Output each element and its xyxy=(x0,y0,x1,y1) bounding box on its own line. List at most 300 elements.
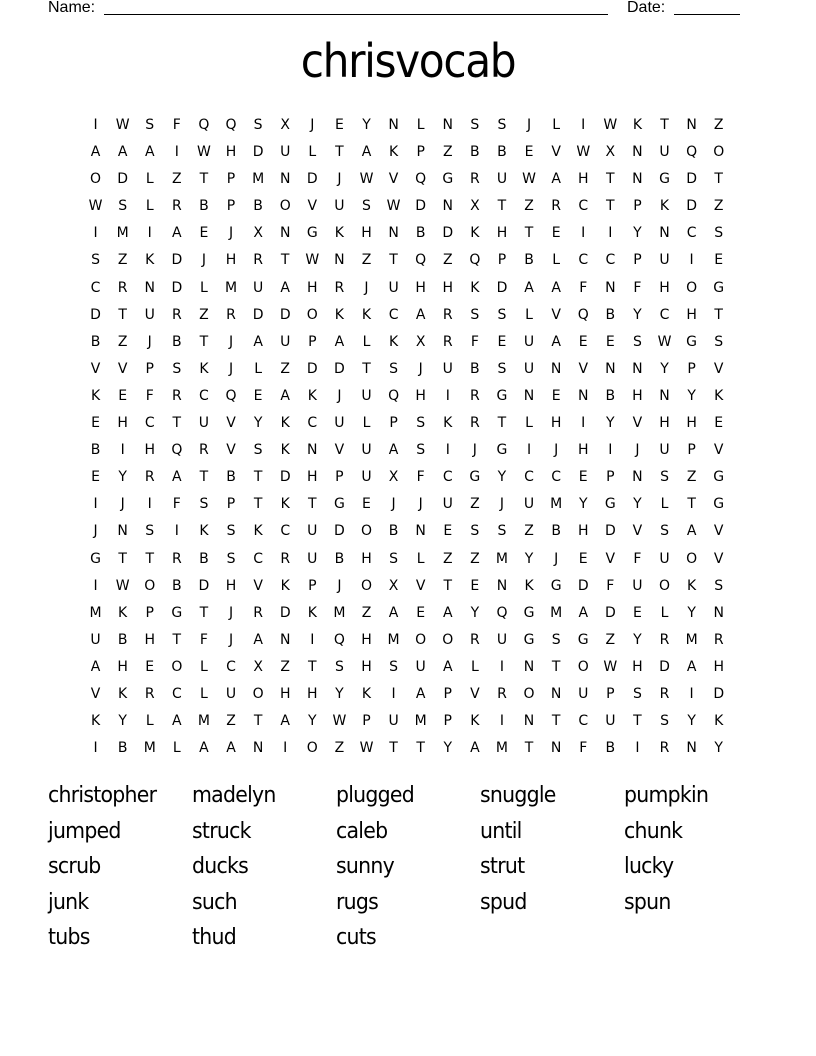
grid-cell[interactable]: N xyxy=(632,469,643,486)
grid-cell[interactable]: H xyxy=(144,442,155,459)
grid-cell[interactable]: R xyxy=(497,685,507,702)
grid-cell[interactable]: V xyxy=(307,198,318,215)
grid-cell[interactable]: N xyxy=(632,171,643,188)
grid-cell[interactable]: O xyxy=(306,306,318,323)
grid-cell[interactable]: R xyxy=(253,252,263,269)
grid-cell[interactable]: H xyxy=(577,171,589,188)
grid-cell[interactable]: R xyxy=(469,171,480,188)
grid-cell[interactable]: O xyxy=(713,144,725,161)
grid-cell[interactable]: N xyxy=(659,225,670,242)
grid-cell[interactable]: K xyxy=(388,333,399,350)
grid-cell[interactable]: T xyxy=(524,225,534,242)
grid-cell[interactable]: I xyxy=(635,740,640,757)
letter-grid[interactable] xyxy=(82,112,732,762)
grid-cell[interactable]: M xyxy=(224,279,238,296)
grid-cell[interactable]: S xyxy=(389,658,399,675)
grid-cell[interactable]: G xyxy=(523,631,535,648)
grid-cell[interactable]: Q xyxy=(225,117,237,133)
grid-cell[interactable]: S xyxy=(91,252,100,269)
grid-cell[interactable]: A xyxy=(144,144,155,161)
grid-cell[interactable]: Z xyxy=(117,252,128,269)
grid-cell[interactable]: K xyxy=(361,685,372,702)
grid-cell[interactable]: V xyxy=(713,550,724,567)
grid-cell[interactable]: I xyxy=(93,117,98,133)
grid-cell[interactable]: N xyxy=(523,658,535,675)
grid-cell[interactable]: P xyxy=(687,360,696,377)
grid-cell[interactable]: B xyxy=(117,631,128,648)
grid-cell[interactable]: F xyxy=(470,333,479,350)
grid-cell[interactable]: A xyxy=(199,740,209,757)
grid-cell[interactable]: U xyxy=(361,387,372,404)
grid-cell[interactable]: D xyxy=(117,171,129,188)
grid-cell[interactable]: N xyxy=(550,740,562,757)
grid-cell[interactable]: I xyxy=(445,442,450,459)
grid-cell[interactable]: F xyxy=(633,550,642,567)
grid-cell[interactable]: W xyxy=(522,171,536,188)
grid-cell[interactable]: W xyxy=(576,144,591,161)
grid-cell[interactable]: E xyxy=(470,577,480,594)
grid-cell[interactable]: F xyxy=(606,577,615,594)
grid-cell[interactable]: P xyxy=(633,252,642,269)
grid-cell[interactable]: I xyxy=(581,415,586,432)
grid-cell[interactable]: U xyxy=(252,279,264,296)
grid-cell[interactable]: Q xyxy=(496,604,508,621)
grid-cell[interactable]: S xyxy=(118,198,128,215)
grid-cell[interactable]: H xyxy=(307,469,318,486)
grid-cell[interactable]: Q xyxy=(198,117,210,133)
grid-cell[interactable]: K xyxy=(199,360,209,377)
grid-cell[interactable]: S xyxy=(416,442,426,459)
grid-cell[interactable]: H xyxy=(550,415,562,432)
grid-cell[interactable]: V xyxy=(90,360,101,377)
grid-cell[interactable]: S xyxy=(253,117,263,133)
grid-cell[interactable]: H xyxy=(361,550,372,567)
grid-cell[interactable]: V xyxy=(90,685,101,702)
grid-cell[interactable]: Q xyxy=(225,387,237,404)
grid-cell[interactable]: V xyxy=(226,442,236,459)
grid-cell[interactable]: R xyxy=(442,306,453,323)
grid-cell[interactable]: N xyxy=(523,387,535,404)
grid-cell[interactable]: D xyxy=(279,469,291,486)
grid-cell[interactable]: A xyxy=(280,279,290,296)
grid-cell[interactable]: U xyxy=(144,306,155,323)
grid-cell[interactable]: P xyxy=(443,685,452,702)
grid-cell[interactable]: V xyxy=(334,442,345,459)
grid-cell[interactable]: T xyxy=(253,496,263,513)
grid-cell[interactable]: R xyxy=(659,631,670,648)
grid-cell[interactable]: I xyxy=(283,740,288,757)
grid-cell[interactable]: E xyxy=(118,387,128,404)
grid-cell[interactable]: V xyxy=(551,306,561,323)
grid-cell[interactable]: L xyxy=(200,658,208,675)
grid-cell[interactable]: N xyxy=(279,225,291,242)
grid-cell[interactable]: O xyxy=(171,658,183,675)
grid-cell[interactable]: Y xyxy=(633,631,642,648)
grid-cell[interactable]: M xyxy=(197,713,210,730)
grid-cell[interactable]: J xyxy=(228,604,234,621)
grid-cell[interactable]: M xyxy=(685,631,698,648)
grid-cell[interactable]: E xyxy=(334,117,344,133)
grid-cell[interactable]: G xyxy=(550,577,562,594)
grid-cell[interactable]: A xyxy=(388,442,399,459)
grid-cell[interactable]: G xyxy=(686,333,698,350)
grid-cell[interactable]: X xyxy=(415,333,426,350)
grid-cell[interactable]: Y xyxy=(443,740,453,757)
grid-cell[interactable]: N xyxy=(117,523,128,540)
grid-cell[interactable]: V xyxy=(713,442,724,459)
grid-cell[interactable]: E xyxy=(91,415,100,432)
grid-cell[interactable]: R xyxy=(226,306,236,323)
grid-cell[interactable]: D xyxy=(171,279,183,296)
grid-cell[interactable]: P xyxy=(145,604,154,621)
grid-cell[interactable]: Z xyxy=(361,604,372,621)
grid-cell[interactable]: H xyxy=(361,658,372,675)
grid-cell[interactable]: E xyxy=(605,333,615,350)
grid-cell[interactable]: D xyxy=(659,658,670,675)
grid-cell[interactable]: H xyxy=(659,415,670,432)
grid-cell[interactable]: O xyxy=(360,523,372,540)
grid-cell[interactable]: Y xyxy=(578,496,588,513)
grid-cell[interactable]: E xyxy=(253,387,263,404)
grid-cell[interactable]: N xyxy=(659,387,670,404)
grid-cell[interactable]: B xyxy=(605,387,616,404)
grid-cell[interactable]: N xyxy=(442,117,453,133)
grid-cell[interactable]: N xyxy=(307,442,318,459)
grid-cell[interactable]: S xyxy=(145,523,155,540)
grid-cell[interactable]: K xyxy=(687,577,697,594)
grid-cell[interactable]: B xyxy=(415,225,426,242)
grid-cell[interactable]: B xyxy=(497,144,507,161)
grid-cell[interactable]: V xyxy=(415,577,426,594)
grid-cell[interactable]: B xyxy=(172,333,182,350)
grid-cell[interactable]: W xyxy=(332,713,347,730)
grid-cell[interactable]: W xyxy=(603,117,618,133)
grid-cell[interactable]: U xyxy=(523,360,535,377)
grid-cell[interactable]: J xyxy=(337,387,342,404)
grid-cell[interactable]: E xyxy=(443,523,453,540)
grid-cell[interactable]: J xyxy=(635,442,640,459)
grid-cell[interactable]: J xyxy=(93,523,98,540)
grid-cell[interactable]: Y xyxy=(118,713,127,730)
grid-cell[interactable]: A xyxy=(551,171,561,188)
grid-cell[interactable]: X xyxy=(388,469,399,486)
grid-cell[interactable]: L xyxy=(660,604,669,621)
grid-cell[interactable]: U xyxy=(361,442,372,459)
grid-cell[interactable]: O xyxy=(442,631,454,648)
grid-cell[interactable]: K xyxy=(118,604,128,621)
grid-cell[interactable]: N xyxy=(686,117,697,133)
grid-cell[interactable]: H xyxy=(307,279,318,296)
grid-cell[interactable]: Q xyxy=(388,387,400,404)
grid-cell[interactable]: S xyxy=(334,658,344,675)
grid-cell[interactable]: U xyxy=(90,631,101,648)
grid-cell[interactable]: R xyxy=(659,740,670,757)
date-field[interactable] xyxy=(674,14,740,15)
grid-cell[interactable]: A xyxy=(442,658,453,675)
grid-cell[interactable]: J xyxy=(310,117,315,133)
grid-cell[interactable]: I xyxy=(93,496,98,513)
grid-cell[interactable]: M xyxy=(495,740,508,757)
grid-cell[interactable]: T xyxy=(389,252,398,269)
grid-cell[interactable]: A xyxy=(90,658,101,675)
grid-cell[interactable]: H xyxy=(279,685,291,702)
grid-cell[interactable]: D xyxy=(415,198,427,215)
grid-cell[interactable]: C xyxy=(226,658,236,675)
grid-cell[interactable]: F xyxy=(579,279,588,296)
grid-cell[interactable]: S xyxy=(362,198,371,215)
grid-cell[interactable]: K xyxy=(659,198,670,215)
grid-cell[interactable]: N xyxy=(388,117,399,133)
grid-cell[interactable]: G xyxy=(659,171,670,188)
grid-cell[interactable]: E xyxy=(524,144,534,161)
grid-cell[interactable]: H xyxy=(117,415,128,432)
grid-cell[interactable]: N xyxy=(550,360,562,377)
grid-cell[interactable]: B xyxy=(470,360,480,377)
grid-cell[interactable]: E xyxy=(551,387,561,404)
grid-cell[interactable]: Y xyxy=(633,225,642,242)
grid-cell[interactable]: U xyxy=(198,415,210,432)
grid-cell[interactable]: Y xyxy=(362,117,371,133)
grid-cell[interactable]: U xyxy=(334,198,345,215)
grid-cell[interactable]: O xyxy=(360,577,372,594)
grid-cell[interactable]: S xyxy=(714,577,724,594)
grid-cell[interactable]: U xyxy=(225,685,237,702)
grid-cell[interactable]: L xyxy=(660,496,669,513)
grid-cell[interactable]: J xyxy=(418,496,423,513)
grid-cell[interactable]: F xyxy=(199,631,208,648)
grid-cell[interactable]: I xyxy=(581,225,586,242)
grid-cell[interactable]: H xyxy=(225,577,237,594)
grid-cell[interactable]: D xyxy=(686,198,697,215)
grid-cell[interactable]: S xyxy=(632,333,642,350)
grid-cell[interactable]: J xyxy=(418,360,423,377)
grid-cell[interactable]: U xyxy=(307,550,318,567)
grid-cell[interactable]: G xyxy=(442,171,454,188)
grid-cell[interactable]: Z xyxy=(226,713,236,730)
grid-cell[interactable]: K xyxy=(443,415,453,432)
grid-cell[interactable]: A xyxy=(578,604,589,621)
grid-cell[interactable]: I xyxy=(526,442,532,459)
grid-cell[interactable]: K xyxy=(280,415,290,432)
grid-cell[interactable]: S xyxy=(660,713,669,730)
grid-cell[interactable]: C xyxy=(578,198,589,215)
grid-cell[interactable]: N xyxy=(442,198,453,215)
grid-cell[interactable]: H xyxy=(361,225,372,242)
grid-cell[interactable]: L xyxy=(362,333,371,350)
grid-cell[interactable]: T xyxy=(199,171,209,188)
grid-cell[interactable]: F xyxy=(633,279,642,296)
grid-cell[interactable]: E xyxy=(578,469,588,486)
grid-cell[interactable]: L xyxy=(145,198,154,215)
grid-cell[interactable]: S xyxy=(632,685,642,702)
grid-cell[interactable]: C xyxy=(90,279,101,296)
grid-cell[interactable]: T xyxy=(633,713,642,730)
grid-cell[interactable]: J xyxy=(228,360,234,377)
grid-cell[interactable]: Z xyxy=(524,198,534,215)
grid-cell[interactable]: X xyxy=(605,144,616,161)
grid-cell[interactable]: P xyxy=(308,577,317,594)
grid-cell[interactable]: O xyxy=(306,740,318,757)
grid-cell[interactable]: Y xyxy=(253,415,263,432)
grid-cell[interactable]: I xyxy=(499,658,505,675)
grid-cell[interactable]: K xyxy=(334,306,344,323)
grid-cell[interactable]: A xyxy=(117,144,128,161)
grid-cell[interactable]: C xyxy=(578,713,589,730)
grid-cell[interactable]: Y xyxy=(714,740,723,757)
grid-cell[interactable]: O xyxy=(279,198,291,215)
grid-cell[interactable]: Z xyxy=(470,496,480,513)
grid-cell[interactable]: T xyxy=(660,117,669,133)
grid-cell[interactable]: Q xyxy=(415,171,427,188)
grid-cell[interactable]: D xyxy=(279,306,291,323)
grid-cell[interactable]: J xyxy=(120,496,125,513)
grid-cell[interactable]: N xyxy=(686,740,697,757)
grid-cell[interactable]: M xyxy=(89,604,102,621)
grid-cell[interactable]: O xyxy=(415,631,427,648)
grid-cell[interactable]: J xyxy=(554,550,559,567)
grid-cell[interactable]: T xyxy=(172,415,182,432)
grid-cell[interactable]: V xyxy=(470,685,480,702)
grid-cell[interactable]: H xyxy=(686,415,697,432)
grid-cell[interactable]: K xyxy=(714,387,724,404)
grid-cell[interactable]: R xyxy=(334,279,345,296)
grid-cell[interactable]: T xyxy=(714,306,723,323)
grid-cell[interactable]: N xyxy=(279,171,291,188)
grid-cell[interactable]: G xyxy=(171,604,183,621)
grid-cell[interactable]: C xyxy=(253,550,263,567)
grid-cell[interactable]: G xyxy=(713,279,725,296)
grid-cell[interactable]: P xyxy=(606,469,615,486)
grid-cell[interactable]: Y xyxy=(687,713,696,730)
grid-cell[interactable]: Y xyxy=(633,496,642,513)
grid-cell[interactable]: B xyxy=(605,306,616,323)
grid-cell[interactable]: G xyxy=(577,631,589,648)
grid-cell[interactable]: R xyxy=(171,198,182,215)
grid-cell[interactable]: U xyxy=(442,496,453,513)
grid-cell[interactable]: P xyxy=(443,713,452,730)
grid-cell[interactable]: U xyxy=(523,496,535,513)
grid-cell[interactable]: K xyxy=(280,577,290,594)
grid-cell[interactable]: S xyxy=(389,550,399,567)
grid-cell[interactable]: Z xyxy=(280,360,290,377)
grid-cell[interactable]: D xyxy=(252,306,264,323)
grid-cell[interactable]: B xyxy=(226,469,236,486)
grid-cell[interactable]: K xyxy=(90,713,101,730)
grid-cell[interactable]: O xyxy=(90,171,102,188)
grid-cell[interactable]: H xyxy=(686,306,697,323)
grid-cell[interactable]: S xyxy=(389,360,399,377)
grid-cell[interactable]: Z xyxy=(686,469,697,486)
grid-cell[interactable]: A xyxy=(686,523,697,540)
grid-cell[interactable]: Y xyxy=(308,713,317,730)
grid-cell[interactable]: T xyxy=(416,740,425,757)
grid-cell[interactable]: U xyxy=(659,550,670,567)
grid-cell[interactable]: P xyxy=(687,442,696,459)
grid-cell[interactable]: R xyxy=(551,198,561,215)
grid-cell[interactable]: L xyxy=(308,144,317,161)
grid-cell[interactable]: H xyxy=(415,387,426,404)
grid-cell[interactable]: A xyxy=(361,144,372,161)
grid-cell[interactable]: W xyxy=(115,117,130,133)
grid-cell[interactable]: P xyxy=(226,496,236,513)
grid-cell[interactable]: U xyxy=(361,469,372,486)
grid-cell[interactable]: Q xyxy=(415,252,427,269)
grid-cell[interactable]: R xyxy=(144,469,155,486)
grid-cell[interactable]: T xyxy=(524,740,534,757)
grid-cell[interactable]: E xyxy=(714,252,724,269)
grid-cell[interactable]: P xyxy=(335,469,344,486)
grid-cell[interactable]: A xyxy=(551,279,561,296)
grid-cell[interactable]: C xyxy=(442,469,453,486)
grid-cell[interactable]: E xyxy=(145,658,155,675)
grid-cell[interactable]: I xyxy=(608,225,613,242)
grid-cell[interactable]: C xyxy=(307,415,318,432)
grid-cell[interactable]: K xyxy=(632,117,643,133)
grid-cell[interactable]: P xyxy=(226,171,236,188)
grid-cell[interactable]: E xyxy=(551,225,561,242)
grid-cell[interactable]: N xyxy=(713,604,724,621)
grid-cell[interactable]: G xyxy=(469,469,481,486)
grid-cell[interactable]: R xyxy=(199,442,209,459)
grid-cell[interactable]: T xyxy=(145,550,155,567)
grid-cell[interactable]: B xyxy=(388,523,399,540)
grid-cell[interactable]: R xyxy=(442,333,453,350)
grid-cell[interactable]: G xyxy=(523,604,535,621)
grid-cell[interactable]: S xyxy=(497,117,507,133)
grid-cell[interactable]: A xyxy=(280,387,290,404)
grid-cell[interactable]: O xyxy=(659,577,671,594)
grid-cell[interactable]: V xyxy=(632,415,643,432)
grid-cell[interactable]: K xyxy=(280,442,290,459)
grid-cell[interactable]: J xyxy=(554,442,559,459)
grid-cell[interactable]: R xyxy=(253,604,263,621)
grid-cell[interactable]: T xyxy=(280,252,290,269)
grid-cell[interactable]: V xyxy=(713,523,724,540)
grid-cell[interactable]: V xyxy=(605,550,616,567)
grid-cell[interactable]: H xyxy=(577,442,589,459)
grid-cell[interactable]: J xyxy=(201,252,206,269)
grid-cell[interactable]: J xyxy=(499,496,505,513)
grid-cell[interactable]: G xyxy=(713,469,725,486)
grid-cell[interactable]: J xyxy=(472,442,477,459)
grid-cell[interactable]: D xyxy=(442,225,454,242)
grid-cell[interactable]: E xyxy=(578,333,588,350)
grid-cell[interactable]: Z xyxy=(713,198,724,215)
grid-cell[interactable]: K xyxy=(334,225,344,242)
grid-cell[interactable]: C xyxy=(388,306,399,323)
grid-cell[interactable]: B xyxy=(253,198,263,215)
grid-cell[interactable]: Y xyxy=(470,604,480,621)
grid-cell[interactable]: M xyxy=(333,604,346,621)
grid-cell[interactable]: G xyxy=(604,496,616,513)
grid-cell[interactable]: K xyxy=(145,252,155,269)
grid-cell[interactable]: D xyxy=(334,523,345,540)
grid-cell[interactable]: S xyxy=(416,415,426,432)
grid-cell[interactable]: D xyxy=(713,685,725,702)
grid-cell[interactable]: Z xyxy=(334,740,345,757)
grid-cell[interactable]: U xyxy=(415,658,426,675)
grid-cell[interactable]: S xyxy=(470,117,480,133)
grid-cell[interactable]: I xyxy=(93,225,98,242)
grid-cell[interactable]: V xyxy=(388,171,399,188)
grid-cell[interactable]: L xyxy=(525,306,533,323)
grid-cell[interactable]: X xyxy=(253,225,263,242)
grid-cell[interactable]: T xyxy=(551,713,561,730)
grid-cell[interactable]: A xyxy=(90,144,101,161)
grid-cell[interactable]: M xyxy=(550,496,563,513)
grid-cell[interactable]: K xyxy=(470,225,480,242)
grid-cell[interactable]: B xyxy=(117,740,128,757)
